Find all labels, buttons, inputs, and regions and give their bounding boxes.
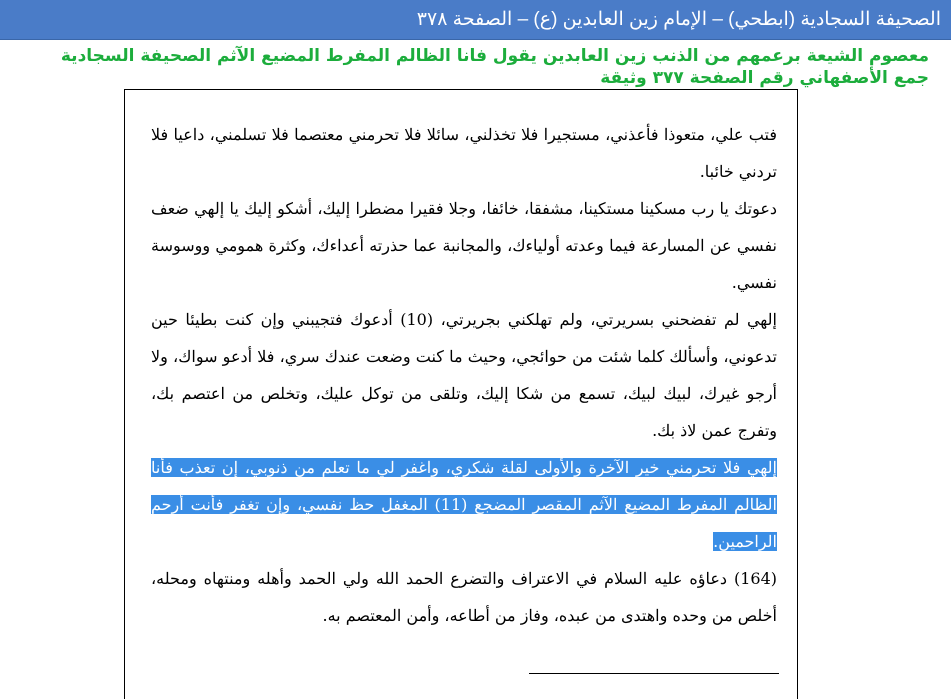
image-caption	[29, 45, 929, 89]
selected-text[interactable]: إلهي فلا تحرمني خير الآخرة والأولى لقلة شكري، واغفر لي ما تعلم من ذنوبي، إن تعذب فأنا الظالم المفرط المضيع الآثم المقصر المضجع (11) المغفل حظ نفسي، وإن تغفر فأنت أرحم الراحمين.	[151, 458, 777, 551]
document-body[interactable]	[151, 116, 777, 634]
caption-line-2: جمع الأصفهاني رقم الصفحة ٣٧٧ وثيقة	[600, 68, 929, 88]
paragraph-1: فتب علي، متعوذا فأعذني، مستجيرا فلا تخذلني، سائلا فلا تحرمني معتصما فلا تسلمني، داعيا فلا تردني خائبا.	[151, 125, 777, 181]
footnote-divider	[529, 673, 779, 674]
paragraph-2: دعوتك يا رب مسكينا مستكينا، مشفقا، خائفا، وجلا فقيرا مضطرا إليك، أشكو إليك يا إلهي ضعف نفسي عن المسارعة فيما وعدته أولياءك، والمجانبة عما حذرته أعداءك، وكثرة همومي ووسوسة نفسي.	[151, 199, 778, 292]
caption-line-1: معصوم الشيعة برعمهم من الذنب زين العابدين يقول فانا الظالم المفرط المضيع الآثم الصحيفة السجادية	[60, 46, 929, 66]
paragraph-3: إلهي لم تفضحني بسريرتي، ولم تهلكني بجريرتي، (10) أدعوك فتجيبني وإن كنت بطيئا حين تدعوني، وأسألك كلما شئت من حوائجي، وحيث ما كنت وضعت عندك سري، فلا أدعو سواك، ولا أرجو غيرك، لبيك لبيك، تسمع من شكا إليك، وتلقى من توكل عليك، وتخلص من اعتصم بك، وتفرج عمن لاذ بك.	[151, 310, 777, 440]
closing-paragraph: (164) دعاؤه عليه السلام في الاعتراف والتضرع الحمد الله ولي الحمد وأهله ومنتهاه ومحله، أخلص من وحده واهتدى من عبده، وفاز من أطاعه، وأمن المعتصم به.	[151, 569, 777, 625]
document-page	[124, 89, 798, 699]
title-bar	[0, 0, 951, 40]
highlighted-paragraph[interactable]	[151, 449, 777, 560]
window-title: الصحيفة السجادية (ابطحي) – الإمام زين العابدين (ع) – الصفحة ٣٧٨	[416, 9, 941, 30]
